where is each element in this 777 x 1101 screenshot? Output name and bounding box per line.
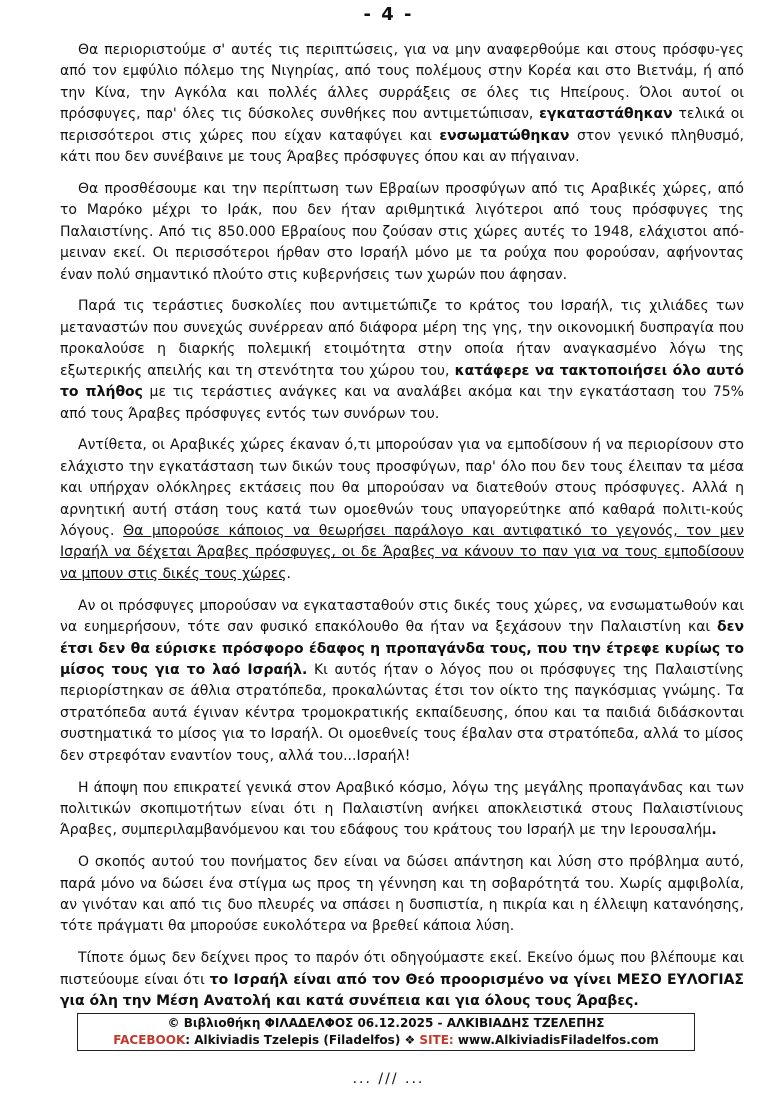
bold-run: δεν έτσι δεν θα εύρισκε πρόσφορο έδαφος η προπαγάνδα τους, που την έτρεφε κυρίως το μίσος τους για το λαό Ισραήλ. <box>60 619 744 678</box>
bold-run: ενσωματώθηκαν <box>439 127 570 144</box>
text-run: στον γενικό πληθυσμό, κάτι που δεν συνέβαινε με τους Άραβες πρόσφυγες όπου και αν πήγαιναν. <box>60 127 744 166</box>
text-run: με τις τεράστιες ανάγκες και να αναλάβει ακόμα και την εγκατάσταση του 75% από τους Άραβες πρόσφυγες εντός των συνόρων του. <box>60 384 744 422</box>
paragraph-2: Θα προσθέσουμε και την περίπτωση των Εβραίων προσφύγων από τις Αραβικές χώρες, από το Μαρόκο μέχρι το Ιράκ, που δεν ήταν αριθμητικά λιγότεροι από τους πρόσφυγες της Παλαιστίνης. Από τις 850.000 Εβραίους που ζούσαν στις χώρες αυτές το 1948, ελάχιστοι από-μειναν εκεί. Οι περισσότεροι ήρθαν στο Ισραήλ μόνο με τα ρούχα που φορούσαν, αφήνοντας έναν πολύ σημαντικό πλούτο στις κυβερνήσεις των χωρών που άφησαν. <box>60 180 744 283</box>
paragraph-1 <box>60 40 744 168</box>
paragraph-7: Ο σκοπός αυτού του πονήματος δεν είναι να δώσει απάντηση και λύση στο πρόβλημα αυτό, παρά μόνο να δώσει ένα στίγμα ως προς τη γέννηση και τη σοβαρότητά του. Χωρίς αμφιβολία, αν γινόταν και από τις δυο πλευρές να σπάσει η δυσπιστία, η πικρία και η έλλειψη κατανόησης, τότε πράγματι θα μπορούσε ευκολότερα να βρεθεί κάποια λύση. <box>60 854 744 935</box>
text-run: τελικά οι περισσότεροι στις χώρες που είχαν καταφύγει και <box>60 106 745 144</box>
bold-run: το Ισραήλ είναι από τον Θεό προορισμένο να γίνει ΜΕΣΟ ΕΥΛΟΓΙΑΣ για όλη την Μέση Ανατολή και κατά συνέπεια και για όλους τους Άραβες. <box>60 971 744 1010</box>
facebook-label: FACEBOOK <box>113 1033 186 1047</box>
page-number: - 4 - <box>363 4 414 25</box>
text-run: Παρά τις τεράστιες δυσκολίες που αντιμετώπιζε το κράτος του Ισραήλ, τις χιλιάδες των μεταναστών που συνεχώς συνέρρεαν από διάφορα μέρη της γης, την οικονομική δυσπραγία που προκαλούσε η διαρκής πολεμική ετοιμότητα στην οποία ήταν αναγκασμένο λόγω της εξωτερικής απειλής και τη στενότητα του χώρου του, <box>60 298 744 379</box>
footer-copyright: © Βιβλιοθήκη ΦΙΛΑΔΕΛΦΟΣ 06.12.2025 - ΑΛΚΙΒΙΑΔΗΣ ΤΖΕΛΕΠΗΣ <box>167 1016 605 1030</box>
text-run: Η άποψη που επικρατεί γενικά στον Αραβικό κόσμο, λόγω της μεγάλης προπαγάνδας και των πολιτικών σκοπιμοτήτων είναι ότι η Παλαιστίνη ανήκει αποκλειστικά στους Παλαιστίνιους Άραβες, συμπεριλαμβανόμενου και του εδάφους του κράτους του Ισραήλ με την Ιερουσαλήμ <box>60 779 744 839</box>
bold-run: . <box>711 822 717 839</box>
footer-box <box>77 1013 695 1051</box>
page-end-marker: ... /// ... <box>352 1071 425 1087</box>
document-body <box>60 40 744 1023</box>
paragraph-8 <box>60 948 744 1012</box>
paragraph-3 <box>60 296 744 424</box>
footer-links <box>78 1032 694 1049</box>
site-label: SITE: <box>419 1033 454 1047</box>
bold-run: κατάφερε να τακτοποιήσει όλο αυτό το πλήθος <box>60 362 744 401</box>
paragraph-6 <box>60 778 744 842</box>
text-run: Θα περιοριστούμε σ' αυτές τις περιπτώσεις, για να μην αναφερθούμε και στους πρόσφυ-γες από τον εμφύλιο πόλεμο της Νιγηρίας, από τους πολέμους στην Κορέα και στο Βιετνάμ, ή από την Κίνα, την Αγκόλα και πολλές άλλες συρράξεις σε όλες τις Ηπείρους. Όλοι αυτοί οι πρόσφυγες, παρ' όλες τις δύσκολες συνθήκες που αντιμετώπισαν, <box>60 42 744 123</box>
underlined-run: Θα μπορούσε κάποιος να θεωρήσει παράλογο και αντιφατικό το γεγονός, τον μεν Ισραήλ να δέχεται Άραβες πρόσφυγες, οι δε Άραβες να κάνουν το παν για να τους εμποδίσουν να μπουν στις δικές τους χώρες <box>60 523 744 582</box>
bold-run: εγκαταστάθηκαν <box>539 106 673 123</box>
text-run: Τίποτε όμως δεν δείχνει προς το παρόν ότι οδηγούμαστε εκεί. Εκείνο όμως που βλέπουμε και πιστεύουμε είναι ότι <box>60 950 744 988</box>
paragraph-5 <box>60 596 744 767</box>
text-run: Αν οι πρόσφυγες μπορούσαν να εγκατασταθούν στις δικές τους χώρες, να ενσωματωθούν και να ευημερήσουν, τότε σαν φυσικό επακόλουθο θα ήταν να ξεχάσουν την Παλαιστίνη και <box>60 597 744 636</box>
site-link[interactable]: www.AlkiviadisFiladelfos.com <box>453 1033 659 1047</box>
text-run: . <box>286 565 291 582</box>
paragraph-4 <box>60 435 744 585</box>
facebook-value: : Alkiviadis Tzelepis (Filadelfos) ❖ <box>185 1033 420 1047</box>
text-run: Κι αυτός ήταν ο λόγος που οι πρόσφυγες της Παλαιστίνης περιορίστηκαν σε άθλια στρατόπεδα, προκαλώντας έτσι τον οίκτο της παγκόσμιας γνώμης. Τα στρατόπεδα αυτά έγιναν κέντρα τρομοκρατικής εκπαίδευσης, όπου και τα παιδιά διδάσκονται συστηματικά το μίσος για το Ισραήλ. Οι ομοεθνείς τους έβαλαν στα στρατόπεδα, αλλά το μίσος δεν στρεφόταν εναντίον τους, αλλά του...Ισραήλ! <box>60 661 744 764</box>
text-run: Αντίθετα, οι Αραβικές χώρες έκαναν ό,τι μπορούσαν για να εμποδίσουν ή να περιορίσουν στο ελάχιστο την εγκατάσταση των δικών τους προσφύγων, παρ' όλο που δεν τους έλειπαν τα μέσα και υπήρχαν ολόκληρες εκτάσεις που θα μπορούσαν να διατεθούν στους πρόσφυγες. Αλλά η αρνητική αυτή στάση τους κατά των ομοεθνών τους υπαγορεύτηκε από καθαρά πολιτι-κούς λόγους. <box>60 437 744 540</box>
